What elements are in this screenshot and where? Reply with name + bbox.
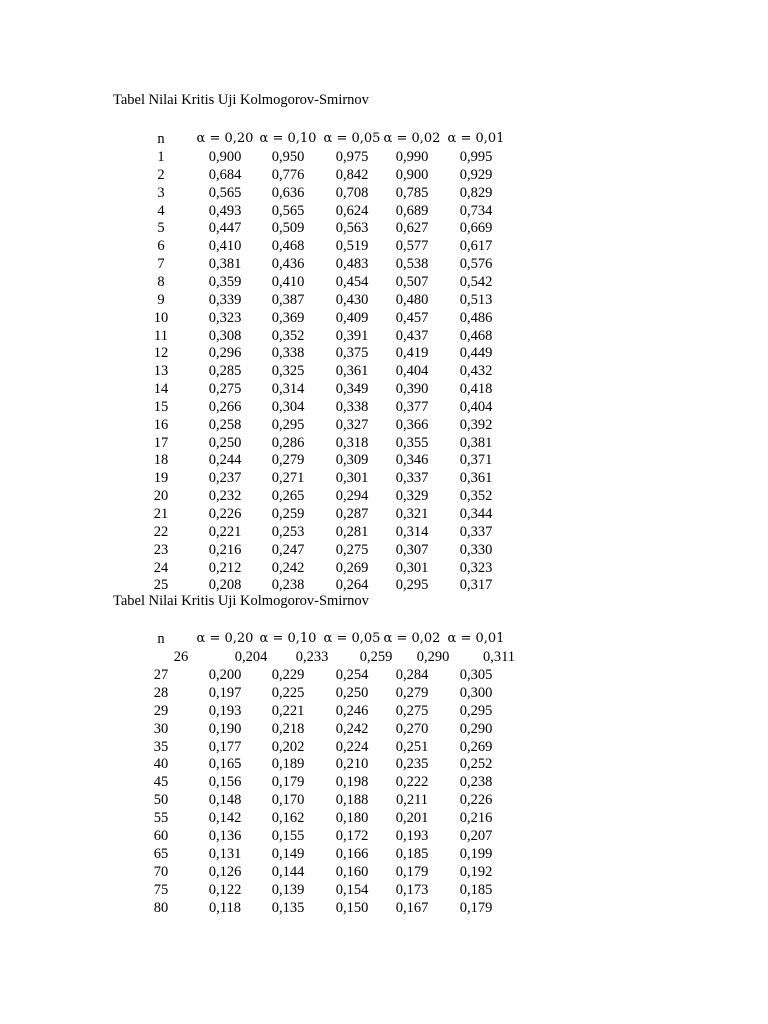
cell-value: 0,359 bbox=[208, 273, 242, 290]
cell-value: 0,352 bbox=[271, 327, 305, 344]
cell-value: 0,344 bbox=[459, 506, 493, 522]
cell-value: 0,216 bbox=[459, 810, 493, 827]
cell-n: 22 bbox=[153, 523, 169, 540]
cell-n: 45 bbox=[153, 774, 169, 791]
header-alpha: α = 0,10 bbox=[259, 631, 317, 646]
cell-value: 0,301 bbox=[335, 470, 369, 487]
cell-value: 0,167 bbox=[395, 899, 429, 916]
header-alpha: α = 0,20 bbox=[196, 131, 254, 146]
cell-value: 0,210 bbox=[335, 756, 369, 773]
cell-n: 5 bbox=[157, 220, 165, 237]
cell-value: 0,329 bbox=[395, 488, 429, 505]
cell-value: 0,188 bbox=[335, 792, 369, 809]
cell-value: 0,419 bbox=[395, 345, 429, 362]
cell-n: 21 bbox=[153, 506, 169, 522]
table-row bbox=[0, 773, 768, 791]
cell-value: 0,275 bbox=[335, 541, 369, 558]
table-row bbox=[0, 148, 768, 166]
table-row bbox=[0, 899, 768, 917]
table-row bbox=[0, 523, 768, 541]
cell-value: 0,139 bbox=[271, 881, 305, 898]
cell-value: 0,349 bbox=[335, 381, 369, 398]
cell-n: 28 bbox=[153, 684, 169, 701]
header-n: n bbox=[157, 631, 165, 647]
cell-n: 29 bbox=[153, 702, 169, 719]
cell-n: 18 bbox=[153, 452, 169, 469]
cell-n: 6 bbox=[157, 238, 165, 255]
cell-value: 0,519 bbox=[335, 238, 369, 255]
cell-value: 0,323 bbox=[459, 559, 493, 576]
cell-value: 0,432 bbox=[459, 363, 493, 380]
cell-value: 0,238 bbox=[271, 577, 305, 594]
cell-n: 9 bbox=[157, 291, 165, 308]
cell-n: 3 bbox=[157, 184, 165, 201]
cell-value: 0,237 bbox=[208, 470, 242, 487]
cell-n: 80 bbox=[153, 899, 169, 916]
cell-value: 0,229 bbox=[271, 666, 305, 683]
cell-value: 0,311 bbox=[482, 649, 516, 665]
cell-value: 0,352 bbox=[459, 488, 493, 505]
header-alpha: α = 0,05 bbox=[323, 131, 381, 146]
cell-value: 0,185 bbox=[395, 845, 429, 862]
cell-value: 0,290 bbox=[416, 649, 450, 665]
cell-value: 0,314 bbox=[395, 523, 429, 540]
table-row bbox=[0, 434, 768, 452]
cell-n: 60 bbox=[153, 828, 169, 844]
cell-value: 0,177 bbox=[208, 738, 242, 755]
cell-value: 0,185 bbox=[459, 881, 493, 898]
cell-n: 27 bbox=[153, 666, 169, 683]
table-row bbox=[0, 720, 768, 738]
cell-n: 35 bbox=[153, 738, 169, 755]
cell-value: 0,179 bbox=[395, 863, 429, 880]
table-row bbox=[0, 702, 768, 720]
cell-value: 0,327 bbox=[335, 416, 369, 433]
cell-value: 0,708 bbox=[335, 184, 369, 201]
cell-value: 0,314 bbox=[271, 381, 305, 398]
cell-value: 0,253 bbox=[271, 523, 305, 540]
cell-value: 0,565 bbox=[271, 202, 305, 219]
cell-value: 0,577 bbox=[395, 238, 429, 255]
cell-value: 0,166 bbox=[335, 845, 369, 862]
cell-value: 0,218 bbox=[271, 720, 305, 737]
table-row bbox=[0, 881, 768, 899]
cell-value: 0,294 bbox=[335, 488, 369, 505]
cell-value: 0,250 bbox=[335, 684, 369, 701]
table-row bbox=[0, 845, 768, 863]
table-row bbox=[0, 559, 768, 577]
table-row bbox=[0, 755, 768, 773]
header-alpha: α = 0,05 bbox=[323, 631, 381, 646]
cell-value: 0,269 bbox=[459, 738, 493, 755]
cell-value: 0,509 bbox=[271, 220, 305, 237]
cell-value: 0,232 bbox=[208, 488, 242, 505]
cell-value: 0,242 bbox=[335, 720, 369, 737]
cell-value: 0,216 bbox=[208, 541, 242, 558]
cell-n: 8 bbox=[157, 273, 165, 290]
cell-value: 0,627 bbox=[395, 220, 429, 237]
cell-value: 0,270 bbox=[395, 720, 429, 737]
cell-value: 0,296 bbox=[208, 345, 242, 362]
cell-value: 0,211 bbox=[395, 792, 429, 809]
cell-value: 0,684 bbox=[208, 166, 242, 183]
cell-value: 0,437 bbox=[395, 327, 429, 344]
cell-value: 0,285 bbox=[208, 363, 242, 380]
cell-value: 0,410 bbox=[271, 273, 305, 290]
cell-value: 0,391 bbox=[335, 327, 369, 344]
cell-value: 0,193 bbox=[208, 702, 242, 719]
cell-value: 0,318 bbox=[335, 434, 369, 451]
table-row bbox=[0, 237, 768, 255]
cell-value: 0,284 bbox=[395, 666, 429, 683]
table-row bbox=[0, 416, 768, 434]
cell-value: 0,221 bbox=[271, 702, 305, 719]
cell-value: 0,563 bbox=[335, 220, 369, 237]
table-row bbox=[0, 362, 768, 380]
table-row bbox=[0, 291, 768, 309]
cell-value: 0,304 bbox=[271, 398, 305, 415]
cell-value: 0,221 bbox=[208, 523, 242, 540]
table-row bbox=[0, 380, 768, 398]
header-alpha: α = 0,01 bbox=[447, 631, 505, 646]
cell-value: 0,295 bbox=[395, 577, 429, 594]
header-n: n bbox=[157, 131, 165, 147]
cell-n: 24 bbox=[153, 559, 169, 576]
cell-n: 40 bbox=[153, 756, 169, 773]
cell-value: 0,192 bbox=[459, 863, 493, 880]
table-row bbox=[0, 863, 768, 881]
header-alpha: α = 0,02 bbox=[383, 131, 441, 146]
table-row bbox=[0, 791, 768, 809]
cell-value: 0,338 bbox=[271, 345, 305, 362]
table-row bbox=[0, 684, 768, 702]
table-row bbox=[0, 738, 768, 756]
cell-value: 0,995 bbox=[459, 149, 493, 165]
cell-value: 0,404 bbox=[459, 398, 493, 415]
cell-value: 0,279 bbox=[271, 452, 305, 469]
cell-value: 0,201 bbox=[395, 810, 429, 827]
cell-value: 0,366 bbox=[395, 416, 429, 433]
cell-value: 0,576 bbox=[459, 256, 493, 273]
cell-value: 0,202 bbox=[271, 738, 305, 755]
table-row bbox=[0, 451, 768, 469]
cell-value: 0,265 bbox=[271, 488, 305, 505]
cell-value: 0,160 bbox=[335, 863, 369, 880]
table-header-row bbox=[0, 630, 768, 648]
cell-value: 0,377 bbox=[395, 398, 429, 415]
cell-value: 0,197 bbox=[208, 684, 242, 701]
cell-n: 70 bbox=[153, 863, 169, 880]
cell-value: 0,975 bbox=[335, 149, 369, 165]
table-row bbox=[0, 344, 768, 362]
cell-value: 0,369 bbox=[271, 309, 305, 326]
cell-value: 0,259 bbox=[359, 649, 393, 665]
cell-value: 0,404 bbox=[395, 363, 429, 380]
cell-n: 16 bbox=[153, 416, 169, 433]
cell-n: 2 bbox=[157, 166, 165, 183]
cell-value: 0,447 bbox=[208, 220, 242, 237]
cell-n: 19 bbox=[153, 470, 169, 487]
cell-n: 75 bbox=[153, 881, 169, 898]
cell-value: 0,507 bbox=[395, 273, 429, 290]
cell-value: 0,900 bbox=[208, 149, 242, 165]
cell-value: 0,309 bbox=[335, 452, 369, 469]
cell-value: 0,118 bbox=[208, 899, 242, 916]
cell-value: 0,179 bbox=[271, 774, 305, 791]
cell-value: 0,387 bbox=[271, 291, 305, 308]
table-row bbox=[0, 255, 768, 273]
cell-value: 0,689 bbox=[395, 202, 429, 219]
cell-value: 0,190 bbox=[208, 720, 242, 737]
cell-value: 0,929 bbox=[459, 166, 493, 183]
cell-value: 0,208 bbox=[208, 577, 242, 594]
header-alpha: α = 0,20 bbox=[196, 631, 254, 646]
table-row bbox=[0, 202, 768, 220]
cell-n: 10 bbox=[153, 309, 169, 326]
cell-value: 0,165 bbox=[208, 756, 242, 773]
cell-value: 0,361 bbox=[335, 363, 369, 380]
table-row bbox=[0, 648, 768, 666]
cell-value: 0,251 bbox=[395, 738, 429, 755]
cell-n: 23 bbox=[153, 541, 169, 558]
table-row bbox=[0, 469, 768, 487]
cell-value: 0,135 bbox=[271, 899, 305, 916]
cell-value: 0,337 bbox=[459, 523, 493, 540]
cell-value: 0,317 bbox=[459, 577, 493, 594]
cell-n: 11 bbox=[154, 327, 168, 344]
table-row bbox=[0, 809, 768, 827]
cell-value: 0,323 bbox=[208, 309, 242, 326]
cell-value: 0,617 bbox=[459, 238, 493, 255]
cell-value: 0,300 bbox=[459, 684, 493, 701]
cell-value: 0,238 bbox=[459, 774, 493, 791]
table-row bbox=[0, 666, 768, 684]
cell-value: 0,776 bbox=[271, 166, 305, 183]
cell-value: 0,259 bbox=[271, 506, 305, 522]
cell-n: 65 bbox=[153, 845, 169, 862]
cell-value: 0,513 bbox=[459, 291, 493, 308]
cell-value: 0,371 bbox=[459, 452, 493, 469]
cell-value: 0,246 bbox=[335, 702, 369, 719]
cell-value: 0,392 bbox=[459, 416, 493, 433]
cell-value: 0,375 bbox=[335, 345, 369, 362]
cell-value: 0,346 bbox=[395, 452, 429, 469]
cell-value: 0,734 bbox=[459, 202, 493, 219]
cell-value: 0,290 bbox=[459, 720, 493, 737]
cell-n: 14 bbox=[153, 381, 169, 398]
cell-n: 17 bbox=[153, 434, 169, 451]
cell-value: 0,173 bbox=[395, 881, 429, 898]
cell-value: 0,179 bbox=[459, 899, 493, 916]
cell-value: 0,254 bbox=[335, 666, 369, 683]
header-alpha: α = 0,10 bbox=[259, 131, 317, 146]
table-title: Tabel Nilai Kritis Uji Kolmogorov-Smirnov bbox=[113, 593, 369, 609]
cell-value: 0,493 bbox=[208, 202, 242, 219]
table-row bbox=[0, 219, 768, 237]
cell-value: 0,785 bbox=[395, 184, 429, 201]
cell-value: 0,150 bbox=[335, 899, 369, 916]
cell-value: 0,271 bbox=[271, 470, 305, 487]
cell-value: 0,829 bbox=[459, 184, 493, 201]
cell-value: 0,381 bbox=[208, 256, 242, 273]
cell-value: 0,180 bbox=[335, 810, 369, 827]
cell-value: 0,172 bbox=[335, 828, 369, 844]
cell-value: 0,224 bbox=[335, 738, 369, 755]
cell-value: 0,483 bbox=[335, 256, 369, 273]
cell-value: 0,457 bbox=[395, 309, 429, 326]
cell-value: 0,409 bbox=[335, 309, 369, 326]
cell-value: 0,430 bbox=[335, 291, 369, 308]
cell-value: 0,305 bbox=[459, 666, 493, 683]
table-row bbox=[0, 184, 768, 202]
cell-value: 0,538 bbox=[395, 256, 429, 273]
cell-value: 0,225 bbox=[271, 684, 305, 701]
cell-value: 0,950 bbox=[271, 149, 305, 165]
cell-value: 0,131 bbox=[208, 845, 242, 862]
cell-value: 0,222 bbox=[395, 774, 429, 791]
cell-value: 0,142 bbox=[208, 810, 242, 827]
cell-value: 0,156 bbox=[208, 774, 242, 791]
cell-value: 0,480 bbox=[395, 291, 429, 308]
cell-value: 0,198 bbox=[335, 774, 369, 791]
cell-value: 0,247 bbox=[271, 541, 305, 558]
header-alpha: α = 0,02 bbox=[383, 631, 441, 646]
cell-value: 0,269 bbox=[335, 559, 369, 576]
cell-value: 0,468 bbox=[459, 327, 493, 344]
cell-value: 0,264 bbox=[335, 577, 369, 594]
cell-value: 0,325 bbox=[271, 363, 305, 380]
cell-value: 0,542 bbox=[459, 273, 493, 290]
cell-n: 25 bbox=[153, 577, 169, 594]
cell-value: 0,242 bbox=[271, 559, 305, 576]
cell-value: 0,275 bbox=[395, 702, 429, 719]
cell-value: 0,199 bbox=[459, 845, 493, 862]
cell-value: 0,189 bbox=[271, 756, 305, 773]
cell-n: 13 bbox=[153, 363, 169, 380]
cell-value: 0,155 bbox=[271, 828, 305, 844]
cell-value: 0,226 bbox=[459, 792, 493, 809]
table-row bbox=[0, 827, 768, 845]
cell-value: 0,136 bbox=[208, 828, 242, 844]
cell-value: 0,486 bbox=[459, 309, 493, 326]
cell-value: 0,565 bbox=[208, 184, 242, 201]
cell-value: 0,226 bbox=[208, 506, 242, 522]
cell-value: 0,330 bbox=[459, 541, 493, 558]
table-row bbox=[0, 327, 768, 345]
cell-value: 0,126 bbox=[208, 863, 242, 880]
cell-value: 0,122 bbox=[208, 881, 242, 898]
cell-value: 0,279 bbox=[395, 684, 429, 701]
cell-n: 1 bbox=[157, 149, 165, 165]
cell-n: 30 bbox=[153, 720, 169, 737]
header-alpha: α = 0,01 bbox=[447, 131, 505, 146]
cell-value: 0,212 bbox=[208, 559, 242, 576]
cell-value: 0,381 bbox=[459, 434, 493, 451]
cell-value: 0,361 bbox=[459, 470, 493, 487]
cell-value: 0,235 bbox=[395, 756, 429, 773]
cell-value: 0,266 bbox=[208, 398, 242, 415]
table-row bbox=[0, 166, 768, 184]
cell-value: 0,286 bbox=[271, 434, 305, 451]
cell-value: 0,321 bbox=[395, 506, 429, 522]
cell-value: 0,308 bbox=[208, 327, 242, 344]
cell-value: 0,636 bbox=[271, 184, 305, 201]
cell-n: 7 bbox=[157, 256, 165, 273]
table-row bbox=[0, 309, 768, 327]
table-header-row bbox=[0, 130, 768, 148]
cell-value: 0,287 bbox=[335, 506, 369, 522]
table-row bbox=[0, 398, 768, 416]
table-row bbox=[0, 273, 768, 291]
cell-value: 0,148 bbox=[208, 792, 242, 809]
cell-value: 0,252 bbox=[459, 756, 493, 773]
cell-value: 0,207 bbox=[459, 828, 493, 844]
cell-value: 0,337 bbox=[395, 470, 429, 487]
cell-n: 15 bbox=[153, 398, 169, 415]
cell-value: 0,250 bbox=[208, 434, 242, 451]
cell-value: 0,842 bbox=[335, 166, 369, 183]
cell-value: 0,204 bbox=[234, 649, 268, 665]
cell-value: 0,244 bbox=[208, 452, 242, 469]
table-title: Tabel Nilai Kritis Uji Kolmogorov-Smirnov bbox=[113, 92, 369, 108]
cell-value: 0,162 bbox=[271, 810, 305, 827]
table-row bbox=[0, 576, 768, 594]
cell-value: 0,669 bbox=[459, 220, 493, 237]
cell-value: 0,418 bbox=[459, 381, 493, 398]
cell-value: 0,170 bbox=[271, 792, 305, 809]
cell-value: 0,624 bbox=[335, 202, 369, 219]
cell-value: 0,233 bbox=[295, 649, 329, 665]
cell-value: 0,338 bbox=[335, 398, 369, 415]
cell-value: 0,295 bbox=[459, 702, 493, 719]
cell-n: 4 bbox=[157, 202, 165, 219]
cell-n: 20 bbox=[153, 488, 169, 505]
cell-value: 0,410 bbox=[208, 238, 242, 255]
cell-value: 0,193 bbox=[395, 828, 429, 844]
cell-value: 0,468 bbox=[271, 238, 305, 255]
cell-n: 50 bbox=[153, 792, 169, 809]
cell-value: 0,339 bbox=[208, 291, 242, 308]
cell-value: 0,275 bbox=[208, 381, 242, 398]
cell-value: 0,355 bbox=[395, 434, 429, 451]
cell-value: 0,307 bbox=[395, 541, 429, 558]
cell-value: 0,144 bbox=[271, 863, 305, 880]
table-row bbox=[0, 505, 768, 523]
table-row bbox=[0, 487, 768, 505]
cell-n: 55 bbox=[153, 810, 169, 827]
table-row bbox=[0, 541, 768, 559]
cell-value: 0,154 bbox=[335, 881, 369, 898]
cell-value: 0,295 bbox=[271, 416, 305, 433]
cell-value: 0,258 bbox=[208, 416, 242, 433]
cell-n: 12 bbox=[153, 345, 169, 362]
cell-value: 0,436 bbox=[271, 256, 305, 273]
cell-value: 0,449 bbox=[459, 345, 493, 362]
cell-value: 0,301 bbox=[395, 559, 429, 576]
cell-value: 0,149 bbox=[271, 845, 305, 862]
cell-value: 0,454 bbox=[335, 273, 369, 290]
cell-n: 26 bbox=[173, 649, 189, 665]
cell-value: 0,281 bbox=[335, 523, 369, 540]
cell-value: 0,200 bbox=[208, 666, 242, 683]
cell-value: 0,990 bbox=[395, 149, 429, 165]
cell-value: 0,390 bbox=[395, 381, 429, 398]
cell-value: 0,900 bbox=[395, 166, 429, 183]
